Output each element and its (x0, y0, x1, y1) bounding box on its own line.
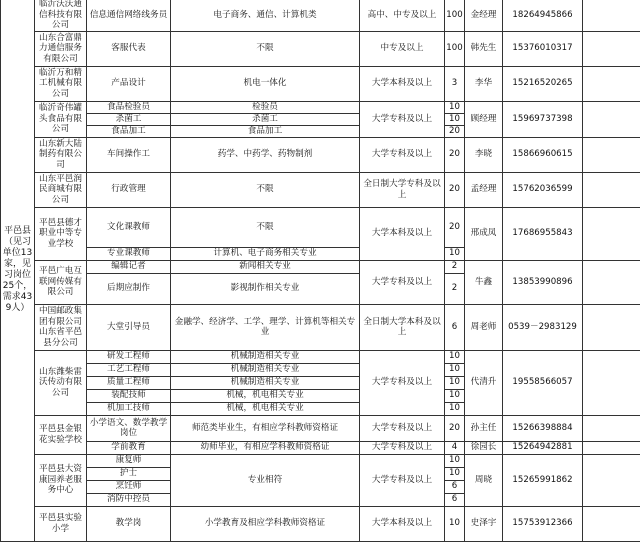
count-cell: 10 (445, 113, 465, 125)
major-cell: 不限 (171, 207, 360, 247)
contact-cell: 邢成凤 (465, 207, 503, 260)
count-cell: 10 (445, 467, 465, 480)
count-cell: 10 (445, 350, 465, 363)
empty-cell (583, 454, 640, 506)
count-cell: 20 (445, 415, 465, 441)
position-cell: 专业课教师 (87, 247, 171, 260)
position-cell: 机加工技师 (87, 402, 171, 415)
count-cell: 10 (445, 363, 465, 376)
education-cell: 大学本科及以上 (360, 207, 445, 260)
company-cell: 山东潍柴雷沃传动有限公司 (35, 350, 87, 415)
count-cell: 2 (445, 260, 465, 273)
count-cell: 6 (445, 493, 465, 506)
position-cell: 食品加工 (87, 125, 171, 137)
count-cell: 20 (445, 125, 465, 137)
count-cell: 10 (445, 402, 465, 415)
table-row (1, 304, 640, 350)
company-cell: 平邑广电互联网传媒有限公司 (35, 260, 87, 304)
major-cell: 不限 (171, 31, 360, 66)
major-cell: 机电一体化 (171, 66, 360, 101)
major-cell: 食品加工 (171, 125, 360, 137)
table-row (1, 0, 640, 31)
empty-cell (583, 66, 640, 101)
count-cell: 100 (445, 31, 465, 66)
count-cell: 10 (445, 101, 465, 113)
empty-cell (583, 0, 640, 31)
count-cell: 6 (445, 480, 465, 493)
count-cell: 20 (445, 137, 465, 172)
position-cell: 行政管理 (87, 172, 171, 207)
education-cell: 全日制大学专科及以上 (360, 172, 445, 207)
company-cell: 山东新大陆制药有限公司 (35, 137, 87, 172)
count-cell: 4 (445, 441, 465, 454)
major-cell: 电子商务、通信、计算机类 (171, 0, 360, 31)
table-row (1, 31, 640, 66)
count-cell: 10 (445, 376, 465, 389)
major-cell: 机械，机电相关专业 (171, 402, 360, 415)
table-row (1, 415, 640, 441)
contact-cell: 牛鑫 (465, 260, 503, 304)
position-cell: 工艺工程师 (87, 363, 171, 376)
major-cell: 机械，机电相关专业 (171, 389, 360, 402)
table-row (1, 454, 640, 467)
empty-cell (583, 441, 640, 454)
count-cell: 6 (445, 304, 465, 350)
major-cell: 小学教育及相应学科教师资格证 (171, 506, 360, 541)
company-cell: 临沂奇伟罐头食品有限公司 (35, 101, 87, 137)
company-cell: 山东平邑润民商城有限公司 (35, 172, 87, 207)
major-cell: 专业相符 (171, 454, 360, 506)
phone-cell: 15376010317 (503, 31, 583, 66)
education-cell: 大学本科及以上 (360, 66, 445, 101)
position-cell: 后期应制作 (87, 273, 171, 304)
table-row (1, 101, 640, 113)
education-cell: 中专及以上 (360, 31, 445, 66)
empty-cell (583, 31, 640, 66)
contact-cell: 周晓 (465, 454, 503, 506)
phone-cell: 19558566057 (503, 350, 583, 415)
contact-cell: 周老师 (465, 304, 503, 350)
position-cell: 大堂引导员 (87, 304, 171, 350)
phone-cell: 0539－2983129 (503, 304, 583, 350)
contact-cell: 徐园长 (465, 441, 503, 454)
major-cell: 幼师毕业，有相应学科教师资格证 (171, 441, 360, 454)
table-row (1, 137, 640, 172)
position-cell: 编辑记者 (87, 260, 171, 273)
table-row (1, 350, 640, 363)
empty-cell (583, 506, 640, 541)
major-cell: 机械制造相关专业 (171, 350, 360, 363)
education-cell: 大学专科及以上 (360, 101, 445, 137)
contact-cell: 韩先生 (465, 31, 503, 66)
education-cell: 高中、中专及以上 (360, 0, 445, 31)
phone-cell: 15866960615 (503, 137, 583, 172)
position-cell: 学前教育 (87, 441, 171, 454)
contact-cell: 代清升 (465, 350, 503, 415)
phone-cell: 18264945866 (503, 0, 583, 31)
education-cell: 大学专科及以上 (360, 415, 445, 441)
company-cell: 平邑县实验小学 (35, 506, 87, 541)
count-cell: 100 (445, 0, 465, 31)
phone-cell: 17686955843 (503, 207, 583, 260)
count-cell: 3 (445, 66, 465, 101)
phone-cell: 13853990896 (503, 260, 583, 304)
position-cell: 产品设计 (87, 66, 171, 101)
contact-cell: 孟经理 (465, 172, 503, 207)
table-row (1, 260, 640, 273)
company-cell: 临沂沃沃通信科技有限公司 (35, 0, 87, 31)
education-cell: 大学本科及以上 (360, 506, 445, 541)
count-cell: 20 (445, 172, 465, 207)
education-cell: 大学专科及以上 (360, 350, 445, 415)
empty-cell (583, 137, 640, 172)
company-cell: 平邑县金银花实验学校 (35, 415, 87, 454)
count-cell: 10 (445, 506, 465, 541)
position-cell: 车间操作工 (87, 137, 171, 172)
phone-cell: 15969737398 (503, 101, 583, 137)
major-cell: 金融学、经济学、工学、理学、计算机等相关专业 (171, 304, 360, 350)
education-cell: 全日制大学本科及以上 (360, 304, 445, 350)
major-cell: 机械制造相关专业 (171, 376, 360, 389)
phone-cell: 15266398884 (503, 415, 583, 441)
empty-cell (583, 350, 640, 415)
position-cell: 信息通信网络线务员 (87, 0, 171, 31)
major-cell: 师范类毕业生，有相应学科教师资格证 (171, 415, 360, 441)
position-cell: 消防中控员 (87, 493, 171, 506)
position-cell: 杀菌工 (87, 113, 171, 125)
major-cell: 检验员 (171, 101, 360, 113)
education-cell: 大学专科及以上 (360, 137, 445, 172)
position-cell: 烹饪师 (87, 480, 171, 493)
empty-cell (583, 207, 640, 260)
education-cell: 大学专科及以上 (360, 260, 445, 304)
position-cell: 护士 (87, 467, 171, 480)
position-cell: 文化课教师 (87, 207, 171, 247)
count-cell: 20 (445, 207, 465, 247)
company-cell: 山东合富鼎力通信服务有限公司 (35, 31, 87, 66)
company-cell: 中国邮政集团有限公司山东省平邑县分公司 (35, 304, 87, 350)
company-cell: 平邑县德才职业中等专业学校 (35, 207, 87, 260)
company-cell: 临沂万和精工机械有限公司 (35, 66, 87, 101)
contact-cell: 顾经理 (465, 101, 503, 137)
phone-cell: 15216520265 (503, 66, 583, 101)
major-cell: 新闻相关专业 (171, 260, 360, 273)
major-cell: 计算机、电子商务相关专业 (171, 247, 360, 260)
count-cell: 10 (445, 454, 465, 467)
position-cell: 小学语文、数学教学岗位 (87, 415, 171, 441)
phone-cell: 15762036599 (503, 172, 583, 207)
position-cell: 康复师 (87, 454, 171, 467)
position-cell: 研发工程师 (87, 350, 171, 363)
count-cell: 2 (445, 273, 465, 304)
contact-cell: 孙主任 (465, 415, 503, 441)
position-cell: 装配技师 (87, 389, 171, 402)
empty-cell (583, 260, 640, 304)
position-cell: 教学岗 (87, 506, 171, 541)
phone-cell: 15265991862 (503, 454, 583, 506)
count-cell: 10 (445, 247, 465, 260)
education-cell: 大学专科及以上 (360, 441, 445, 454)
empty-cell (583, 101, 640, 137)
table-row (1, 207, 640, 247)
major-cell: 杀菌工 (171, 113, 360, 125)
empty-cell (583, 415, 640, 441)
major-cell: 药学、中药学、药物制剂 (171, 137, 360, 172)
position-cell: 质量工程师 (87, 376, 171, 389)
phone-cell: 15753912366 (503, 506, 583, 541)
table-row (1, 66, 640, 101)
major-cell: 不限 (171, 172, 360, 207)
contact-cell: 史泽宇 (465, 506, 503, 541)
contact-cell: 李华 (465, 66, 503, 101)
table-row (1, 172, 640, 207)
position-cell: 客服代表 (87, 31, 171, 66)
contact-cell: 李晓 (465, 137, 503, 172)
major-cell: 影视制作相关专业 (171, 273, 360, 304)
contact-cell: 金经理 (465, 0, 503, 31)
region-cell: 平邑县（见习单位13家，见习岗位25个，需求439人） (1, 0, 35, 541)
position-cell: 食品检验员 (87, 101, 171, 113)
table-row (1, 441, 640, 454)
count-cell: 10 (445, 389, 465, 402)
major-cell: 机械制造相关专业 (171, 363, 360, 376)
education-cell: 大学专科及以上 (360, 454, 445, 506)
table-row (1, 506, 640, 541)
empty-cell (583, 304, 640, 350)
phone-cell: 15264942881 (503, 441, 583, 454)
empty-cell (583, 172, 640, 207)
company-cell: 平邑县大资康园养老服务中心 (35, 454, 87, 506)
